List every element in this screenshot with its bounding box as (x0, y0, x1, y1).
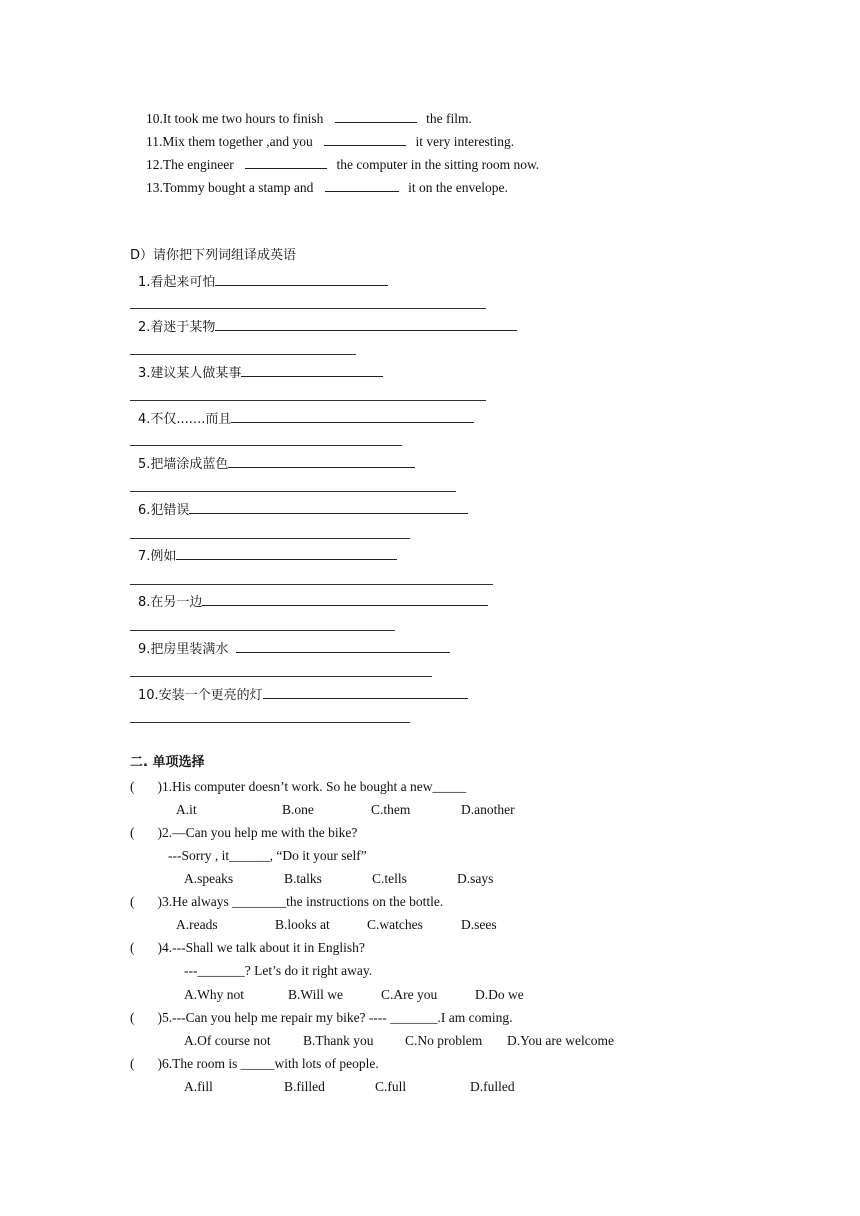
answer-paren[interactable]: ( (130, 825, 135, 840)
question-2 (130, 825, 357, 841)
question-stem: )5.---Can you help me repair my bike? ---- _______.I am coming. (157, 1010, 513, 1025)
sentence-text: it on the envelope. (408, 180, 508, 195)
answer-line[interactable] (130, 676, 432, 677)
answer-paren[interactable]: ( (130, 894, 135, 909)
item-label: 5.把墙涂成蓝色 (138, 457, 229, 472)
option-a[interactable]: A.Of course not (184, 1033, 271, 1048)
question-6 (130, 1056, 379, 1072)
sentence-text: it very interesting. (415, 134, 515, 149)
answer-line[interactable] (130, 308, 486, 309)
answer-line[interactable] (130, 630, 395, 631)
translation-item-8 (138, 593, 488, 611)
item-label: 3.建议某人做某事 (138, 366, 242, 381)
question-5 (130, 1010, 513, 1026)
option-b[interactable]: B.looks at (275, 917, 330, 932)
question-4-line-2: ---_______? Let’s do it right away. (184, 963, 373, 978)
answer-blank[interactable] (215, 273, 388, 286)
translation-item-3 (138, 364, 383, 382)
item-label: 1.看起来可怕 (138, 275, 216, 290)
answer-paren[interactable]: ( (130, 940, 135, 955)
translation-item-7 (138, 547, 397, 565)
sentence-text: 13.Tommy bought a stamp and (146, 180, 314, 195)
answer-paren[interactable]: ( (130, 779, 135, 794)
option-a[interactable]: A.it (176, 802, 197, 817)
answer-line[interactable] (130, 445, 402, 446)
translation-item-5 (138, 455, 415, 473)
translation-item-2 (138, 318, 517, 336)
question-stem: )6.The room is _____with lots of people. (157, 1056, 379, 1071)
item-label: 2.着迷于某物 (138, 320, 216, 335)
item-label: 8.在另一边 (138, 595, 203, 610)
fill-sentence-13 (146, 179, 508, 196)
sentence-text: the film. (426, 111, 472, 126)
option-d[interactable]: D.sees (461, 917, 497, 932)
answer-blank[interactable] (189, 501, 468, 514)
option-c[interactable]: C.tells (372, 871, 407, 886)
answer-line[interactable] (130, 491, 456, 492)
question-1 (130, 779, 466, 795)
option-a[interactable]: A.speaks (184, 871, 234, 886)
item-label: 4.不仅.......而且 (138, 412, 232, 427)
answer-paren[interactable]: ( (130, 1056, 135, 1071)
answer-blank[interactable] (176, 547, 397, 560)
answer-blank[interactable] (228, 455, 415, 468)
question-2-line-2: ---Sorry , it______, “Do it your self” (168, 848, 367, 863)
option-b[interactable]: B.filled (284, 1079, 325, 1094)
option-b[interactable]: B.one (282, 802, 314, 817)
option-b[interactable]: B.Thank you (303, 1033, 374, 1048)
option-a[interactable]: A.reads (176, 917, 218, 932)
translation-item-1 (138, 273, 388, 291)
answer-blank[interactable] (236, 640, 450, 653)
section-2-title: 二. 单项选择 (130, 755, 205, 770)
answer-blank[interactable] (241, 364, 383, 377)
question-4 (130, 940, 365, 956)
fill-sentence-10 (146, 110, 472, 127)
answer-blank[interactable] (202, 593, 488, 606)
translation-item-4 (138, 410, 474, 428)
item-label: 10.安装一个更亮的灯 (138, 688, 263, 703)
item-label: 6.犯错误 (138, 503, 190, 518)
option-d[interactable]: D.another (461, 802, 515, 817)
question-stem: )2.—Can you help me with the bike? (157, 825, 358, 840)
question-stem: )4.---Shall we talk about it in English? (157, 940, 365, 955)
option-c[interactable]: C.full (375, 1079, 407, 1094)
option-d[interactable]: D.says (457, 871, 494, 886)
translation-item-6 (138, 501, 468, 519)
answer-line[interactable] (130, 584, 493, 585)
question-3 (130, 894, 443, 910)
option-a[interactable]: A.fill (184, 1079, 213, 1094)
answer-blank[interactable] (263, 686, 468, 699)
fill-sentence-11 (146, 133, 514, 150)
answer-blank[interactable] (325, 179, 399, 192)
option-c[interactable]: C.watches (367, 917, 423, 932)
answer-line[interactable] (130, 400, 486, 401)
sentence-text: 10.It took me two hours to finish (146, 111, 324, 126)
option-d[interactable]: D.fulled (470, 1079, 515, 1094)
answer-line[interactable] (130, 722, 410, 723)
sentence-text: 11.Mix them together ,and you (146, 134, 313, 149)
answer-paren[interactable]: ( (130, 1010, 135, 1025)
question-stem: )1.His computer doesn’t work. So he bought a new_____ (157, 779, 467, 794)
answer-blank[interactable] (215, 318, 517, 331)
option-b[interactable]: B.Will we (288, 987, 343, 1002)
option-c[interactable]: C.No problem (405, 1033, 483, 1048)
option-c[interactable]: C.Are you (381, 987, 438, 1002)
sentence-text: 12.The engineer (146, 157, 234, 172)
translation-item-9 (138, 640, 450, 658)
item-label: 9.把房里装满水 (138, 642, 229, 657)
option-d[interactable]: D.You are welcome (507, 1033, 614, 1048)
question-stem: )3.He always ________the instructions on the bottle. (157, 894, 444, 909)
option-c[interactable]: C.them (371, 802, 411, 817)
sentence-text: the computer in the sitting room now. (336, 157, 540, 172)
section-d-title: D）请你把下列词组译成英语 (130, 248, 297, 263)
fill-sentence-12 (146, 156, 539, 173)
answer-blank[interactable] (231, 410, 474, 423)
answer-blank[interactable] (245, 156, 327, 169)
answer-blank[interactable] (324, 133, 406, 146)
item-label: 7.例如 (138, 549, 177, 564)
answer-line[interactable] (130, 538, 410, 539)
option-d[interactable]: D.Do we (475, 987, 524, 1002)
answer-line[interactable] (130, 354, 356, 355)
option-a[interactable]: A.Why not (184, 987, 244, 1002)
option-b[interactable]: B.talks (284, 871, 322, 886)
translation-item-10 (138, 686, 468, 704)
answer-blank[interactable] (335, 110, 417, 123)
